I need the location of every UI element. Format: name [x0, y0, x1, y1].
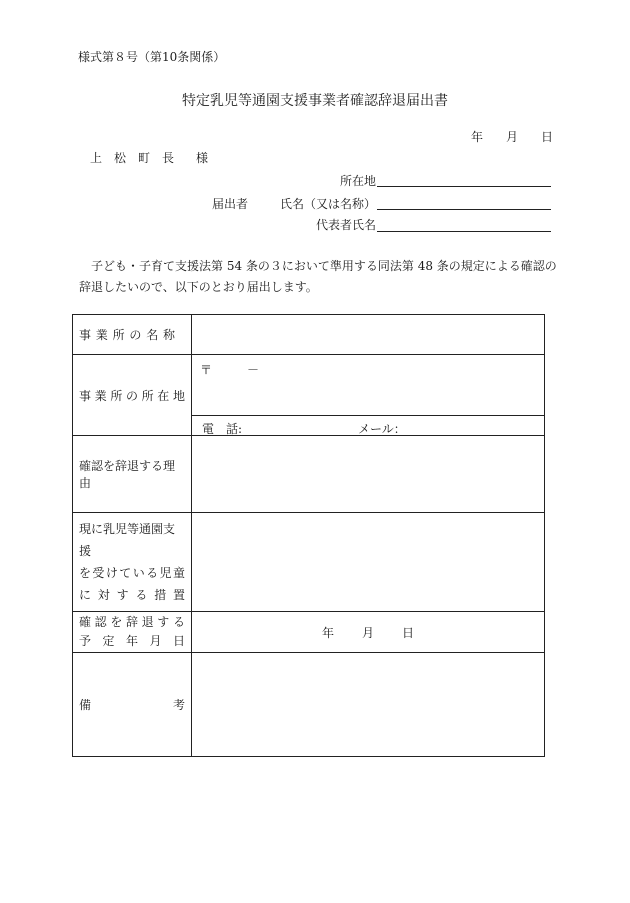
- phone-label: 電 話:: [202, 422, 243, 436]
- facility-address-label: 事 業 所 の 所 在 地: [73, 355, 192, 436]
- row-scheduled-date: [73, 612, 545, 653]
- row-remarks: [73, 653, 545, 757]
- postal-mark: 〒: [200, 363, 213, 377]
- mail-label: メール：: [358, 422, 406, 436]
- form-number: 様式第８号（第10条関係）: [78, 50, 226, 64]
- measures-field[interactable]: [192, 513, 545, 612]
- row-facility-name: [73, 315, 545, 355]
- addressee-name: 上松町長: [90, 151, 187, 165]
- location-field[interactable]: [377, 186, 551, 187]
- scheduled-date-field[interactable]: [192, 612, 545, 653]
- contact-field[interactable]: [192, 416, 545, 436]
- postal-dash: －: [247, 363, 260, 377]
- measures-label: 現に乳児等通園支援 を 受 け て い る 児 童 に 対 す る 措 置: [73, 513, 192, 612]
- date-day-label: 日: [541, 130, 554, 144]
- row-reason: [73, 436, 545, 513]
- body-text: 子ども・子育て支援法第 54 条の３において準用する同法第 48 条の規定による確認の辞退したいので、以下のとおり届出します。: [79, 259, 557, 294]
- name-field[interactable]: [377, 209, 551, 210]
- row-measures: [73, 513, 545, 612]
- representative-field[interactable]: [377, 231, 551, 232]
- form-table: [72, 314, 545, 757]
- scheduled-day-label: 日: [402, 625, 415, 640]
- addressee-honorific: 様: [196, 151, 209, 165]
- date-month-label: 月: [506, 130, 519, 144]
- facility-name-label: 事 業 所 の 名 称: [73, 315, 192, 355]
- scheduled-year-label: 年: [321, 625, 334, 640]
- reason-label: 確認を辞退する理由: [73, 436, 192, 513]
- location-label: 所在地: [339, 174, 376, 188]
- remarks-label: 備 考: [73, 653, 192, 757]
- representative-label: 代表者氏名: [315, 218, 376, 232]
- scheduled-month-label: 月: [361, 625, 374, 640]
- name-label: 氏名（又は名称）: [279, 197, 376, 211]
- facility-address-field[interactable]: [192, 355, 545, 416]
- document-title: 特定乳児等通園支援事業者確認辞退届出書: [182, 93, 448, 109]
- notifier-label: 届出者: [212, 197, 249, 211]
- date-year-label: 年: [471, 130, 484, 144]
- remarks-field[interactable]: [192, 653, 545, 757]
- reason-field[interactable]: [192, 436, 545, 513]
- row-facility-address: [73, 355, 545, 416]
- scheduled-date-label: 確 認 を 辞 退 す る 予 定 年 月 日: [73, 612, 192, 653]
- facility-name-field[interactable]: [192, 315, 545, 355]
